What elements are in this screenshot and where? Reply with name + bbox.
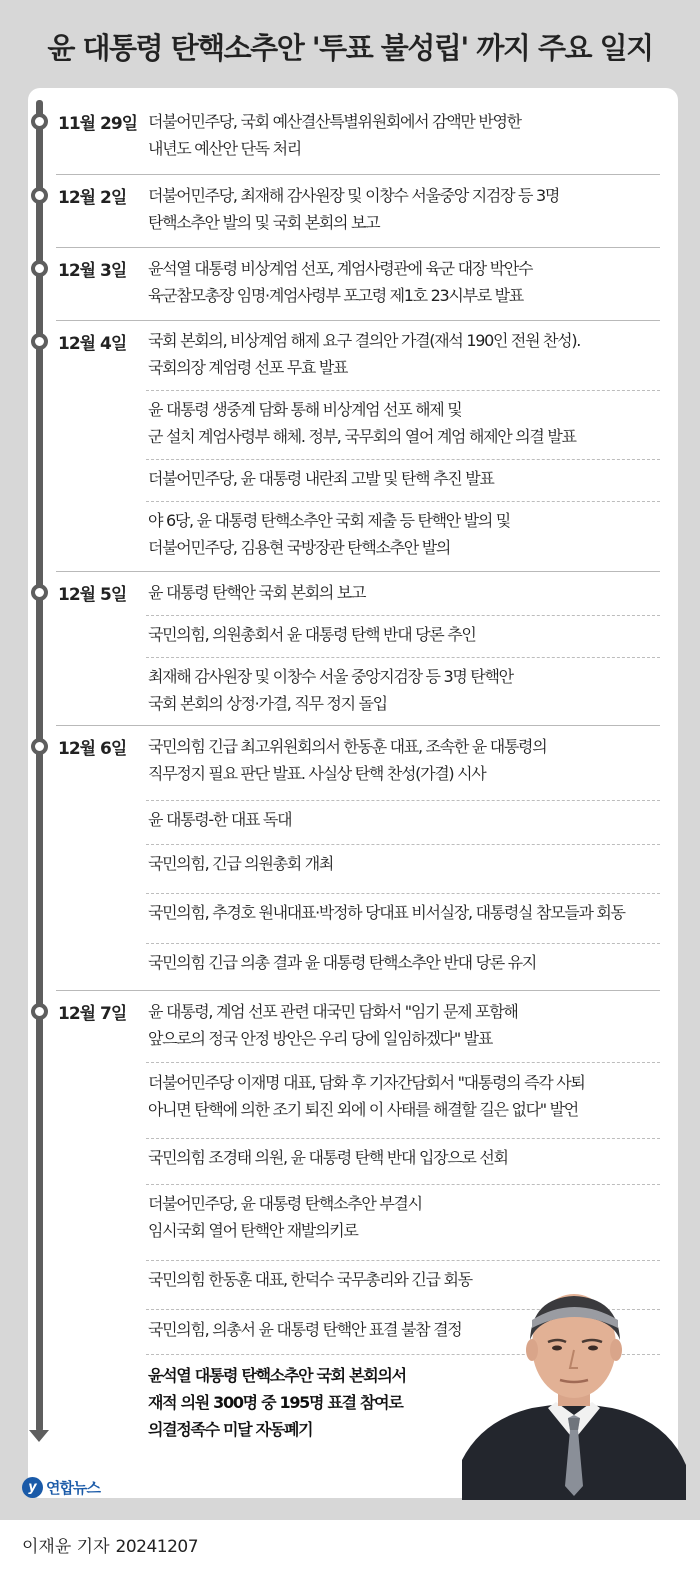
event-text: 육군참모총장 임명·계엄사령부 포고령 제1호 23시부로 발표: [148, 286, 523, 305]
event-text: 국회의장 계엄령 선포 무효 발표: [148, 358, 348, 377]
timeline-arrow-icon: [29, 1430, 49, 1442]
event-text: 윤 대통령, 계엄 선포 관련 대국민 담화서 "임기 문제 포함해: [148, 1002, 518, 1021]
event-text: 국민의힘 조경태 의원, 윤 대통령 탄핵 반대 입장으로 선회: [148, 1148, 508, 1167]
date-label: 12월 6일: [58, 739, 127, 759]
date-divider: [56, 571, 660, 572]
yonhap-logo: [22, 1476, 100, 1498]
event-divider: [146, 1138, 660, 1139]
credit-author: 이재윤 기자: [22, 1537, 110, 1557]
event-text: 윤 대통령 탄핵안 국회 본회의 보고: [148, 583, 366, 602]
event-divider: [146, 501, 660, 502]
event-item: [148, 899, 664, 926]
date-divider: [56, 174, 660, 175]
event-item: [148, 733, 664, 787]
page-title: 윤 대통령 탄핵소추안 '투표 불성립' 까지 주요 일지: [47, 31, 653, 65]
event-item: [148, 806, 664, 833]
event-text: 국민의힘 긴급 의총 결과 윤 대통령 탄핵소추안 반대 당론 유지: [148, 953, 536, 972]
event-text: 국민의힘, 의원총회서 윤 대통령 탄핵 반대 당론 추인: [148, 625, 476, 644]
event-text: 아니면 탄핵에 의한 조기 퇴진 외에 이 사태를 해결할 길은 없다" 발언: [148, 1100, 578, 1119]
event-text: 임시국회 열어 탄핵안 재발의키로: [148, 1221, 358, 1240]
event-item: [148, 507, 664, 561]
event-text: 윤 대통령 생중계 담화 통해 비상계엄 선포 해제 및: [148, 400, 462, 419]
event-item: [148, 1069, 664, 1123]
event-item: [148, 1190, 664, 1244]
event-divider: [146, 390, 660, 391]
event-text: 군 설치 계엄사령부 해체. 정부, 국무회의 열어 계엄 해제안 의결 발표: [148, 427, 576, 446]
date-label: 12월 4일: [58, 334, 127, 354]
event-divider: [146, 615, 660, 616]
event-divider: [146, 657, 660, 658]
event-text: 윤석열 대통령 비상계엄 선포, 계엄사령관에 육군 대장 박안수: [148, 259, 533, 278]
event-divider: [146, 1260, 660, 1261]
final-result-text: 의결정족수 미달 자동폐기: [148, 1420, 313, 1439]
credit-date: 20241207: [115, 1537, 199, 1557]
timeline-dot: [31, 1003, 48, 1020]
event-divider: [146, 1062, 660, 1063]
president-portrait: [462, 1290, 686, 1500]
event-text: 더불어민주당, 국회 예산결산특별위원회에서 감액만 반영한: [148, 112, 521, 131]
event-text: 국민의힘 긴급 최고위원회의서 한동훈 대표, 조속한 윤 대통령의: [148, 737, 547, 756]
event-text: 더불어민주당 이재명 대표, 담화 후 기자간담회서 "대통령의 즉각 사퇴: [148, 1073, 585, 1092]
credit-line: [22, 1532, 198, 1557]
date-label: 12월 5일: [58, 585, 127, 605]
event-item: [148, 949, 664, 976]
final-result-text: 윤석열 대통령 탄핵소추안 국회 본회의서: [148, 1366, 406, 1385]
yonhap-logo-icon: y: [22, 1477, 43, 1498]
event-text: 국민의힘, 긴급 의원총회 개최: [148, 854, 334, 873]
event-divider: [146, 1184, 660, 1185]
event-item: [148, 621, 664, 648]
event-item: [148, 998, 664, 1052]
date-label: 12월 2일: [58, 188, 127, 208]
event-text: 직무정지 필요 판단 발표. 사실상 탄핵 찬성(가결) 시사: [148, 764, 486, 783]
event-item: [148, 579, 664, 606]
event-item: [148, 465, 664, 492]
date-divider: [56, 990, 660, 991]
event-text: 더불어민주당, 김용현 국방장관 탄핵소추안 발의: [148, 538, 451, 557]
event-text: 국민의힘, 추경호 원내대표·박정하 당대표 비서실장, 대통령실 참모들과 회동: [148, 903, 625, 922]
date-divider: [56, 247, 660, 248]
timeline-dot: [31, 738, 48, 755]
timeline-dot: [31, 584, 48, 601]
event-item: [148, 396, 664, 450]
event-item: [148, 108, 664, 162]
event-divider: [146, 844, 660, 845]
date-label: 12월 3일: [58, 261, 127, 281]
final-result-text: 재적 의원 300명 중 195명 표결 참여로: [148, 1393, 403, 1412]
event-divider: [146, 459, 660, 460]
event-item: [148, 1266, 664, 1293]
event-item: [148, 327, 664, 381]
date-label: 11월 29일: [58, 114, 138, 134]
event-item: [148, 850, 664, 877]
event-item: [148, 255, 664, 309]
event-text: 국회 본회의, 비상계엄 해제 요구 결의안 가결(재석 190인 전원 찬성).: [148, 331, 581, 350]
timeline-dot: [31, 187, 48, 204]
date-label: 12월 7일: [58, 1004, 127, 1024]
event-text: 앞으로의 정국 안정 방안은 우리 당에 일임하겠다" 발표: [148, 1029, 492, 1048]
event-item: [148, 1144, 664, 1171]
event-item: [148, 663, 664, 717]
timeline-dot: [31, 260, 48, 277]
timeline-line: [36, 100, 43, 1432]
event-item: [148, 182, 664, 236]
event-text: 국민의힘 한동훈 대표, 한덕수 국무총리와 긴급 회동: [148, 1270, 472, 1289]
final-result: [148, 1362, 478, 1443]
date-divider: [56, 725, 660, 726]
event-text: 더불어민주당, 윤 대통령 탄핵소추안 부결시: [148, 1194, 422, 1213]
event-text: 탄핵소추안 발의 및 국회 본회의 보고: [148, 213, 380, 232]
event-divider: [146, 800, 660, 801]
event-text: 더불어민주당, 최재해 감사원장 및 이창수 서울중앙 지검장 등 3명: [148, 186, 560, 205]
event-divider: [146, 893, 660, 894]
timeline-dot: [31, 113, 48, 130]
event-text: 더불어민주당, 윤 대통령 내란죄 고발 및 탄핵 추진 발표: [148, 469, 494, 488]
event-text: 국민의힘, 의총서 윤 대통령 탄핵안 표결 불참 결정: [148, 1320, 462, 1339]
date-divider: [56, 320, 660, 321]
event-text: 윤 대통령-한 대표 독대: [148, 810, 292, 829]
event-text: 최재해 감사원장 및 이창수 서울 중앙지검장 등 3명 탄핵안: [148, 667, 513, 686]
event-text: 야 6당, 윤 대통령 탄핵소추안 국회 제출 등 탄핵안 발의 및: [148, 511, 510, 530]
event-text: 내년도 예산안 단독 처리: [148, 139, 301, 158]
event-text: 국회 본회의 상정·가결, 직무 정지 돌입: [148, 694, 387, 713]
timeline-dot: [31, 333, 48, 350]
event-divider: [146, 943, 660, 944]
yonhap-logo-text: 연합뉴스: [46, 1478, 100, 1497]
